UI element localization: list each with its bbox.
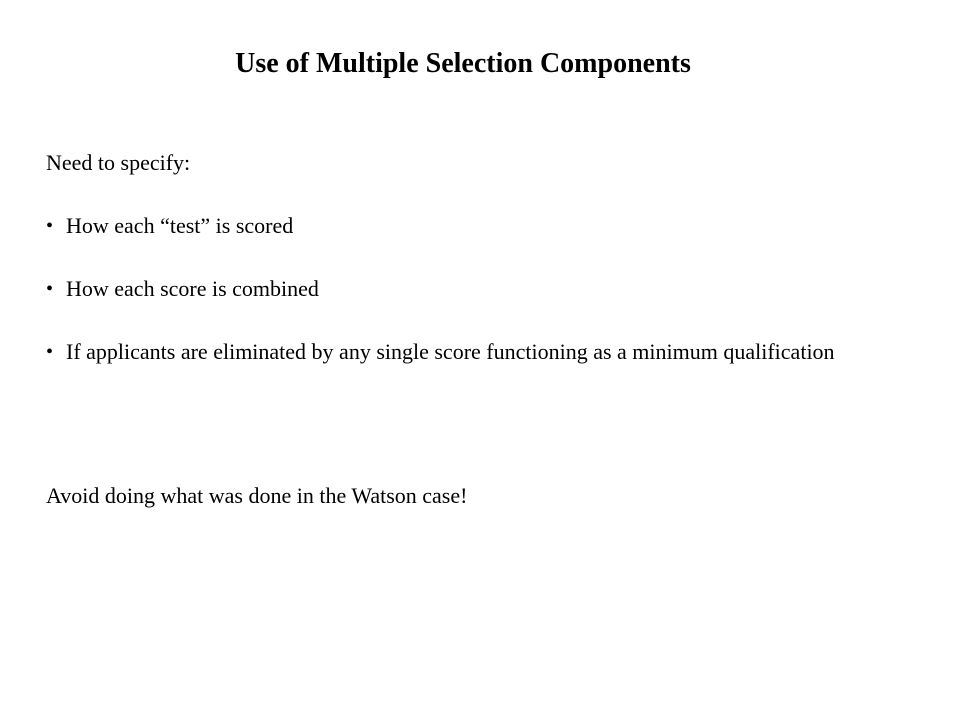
bullet-text: If applicants are eliminated by any single score functioning as a minimum qualification — [66, 339, 835, 364]
bullet-marker: • — [46, 341, 54, 363]
intro-text: Need to specify: — [46, 150, 191, 175]
bullet-marker: • — [46, 278, 54, 300]
bullet-text: How each “test” is scored — [66, 213, 294, 238]
bullet-item — [46, 211, 906, 241]
bullet-marker: • — [46, 215, 54, 237]
bullet-list — [46, 211, 906, 367]
slide-title: Use of Multiple Selection Components — [235, 48, 691, 79]
bullet-item — [46, 337, 906, 367]
bullet-item — [46, 274, 906, 304]
closing-text: Avoid doing what was done in the Watson case! — [46, 483, 468, 508]
slide-body — [46, 148, 906, 367]
bullet-text: How each score is combined — [66, 276, 319, 301]
